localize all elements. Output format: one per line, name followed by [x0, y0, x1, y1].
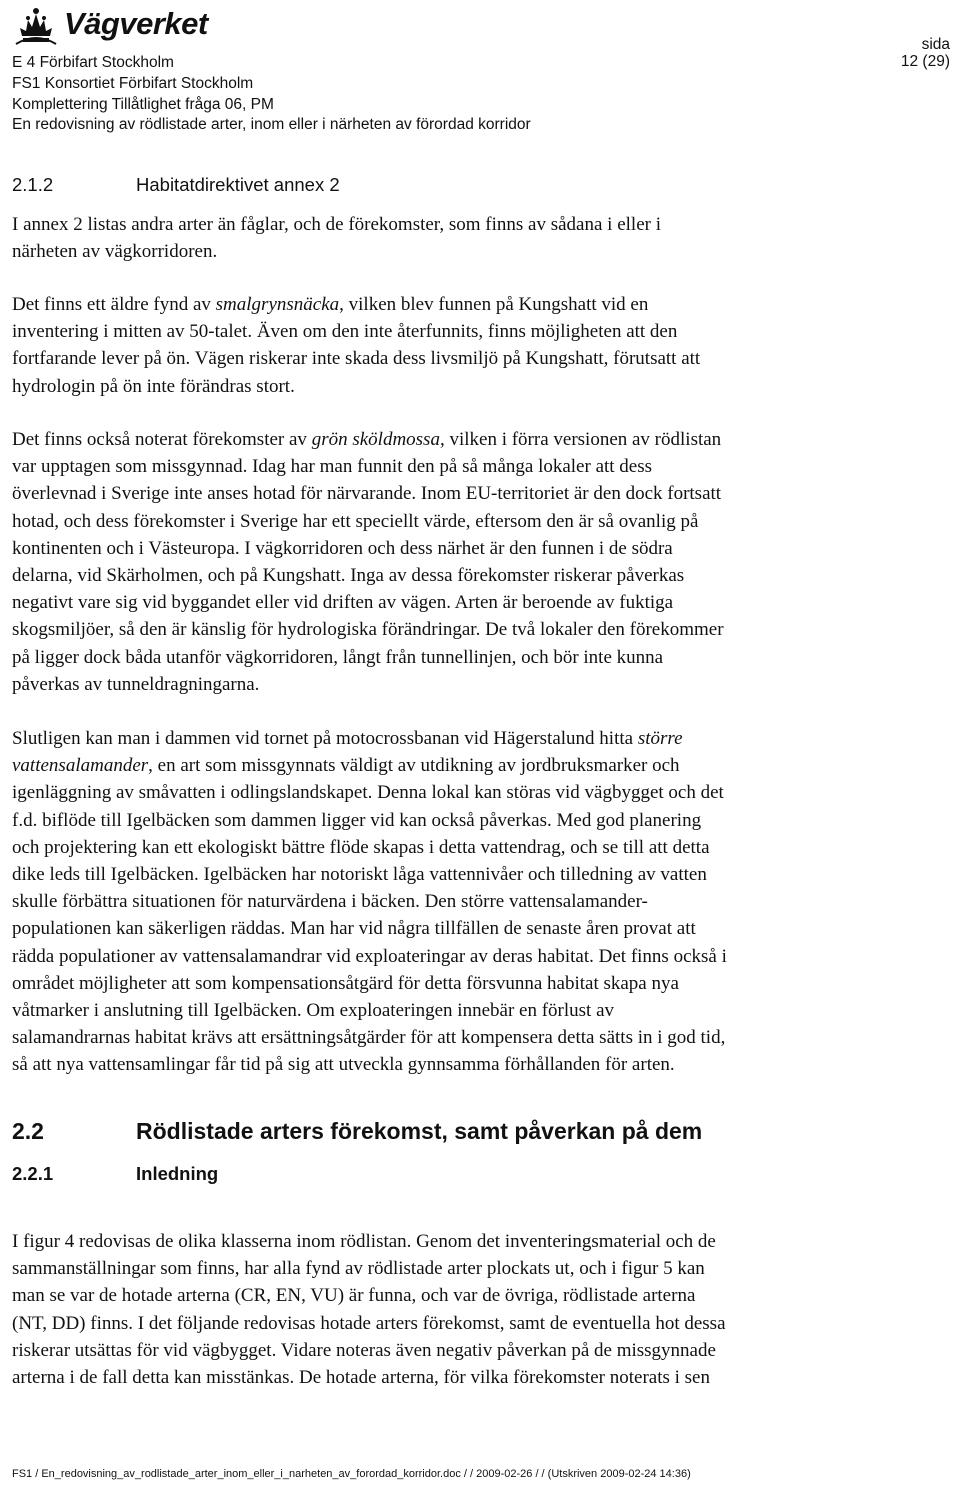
text-line: salamandrarnas habitat krävs att ersättningsåtgärder för att kompensera detta sätts in i god tid, — [12, 1027, 726, 1049]
text-line: skogsmiljöer, så den är känslig för hydrologiska förändringar. De två lokaler den förekommer — [12, 619, 724, 641]
header-line-subtitle: En redovisning av rödlistade arter, inom eller i närheten av förordad korridor — [12, 116, 531, 133]
species-name: smalgrynsnäcka — [215, 294, 340, 315]
paragraph-inledning — [12, 1228, 948, 1391]
text-line: området möjligheter att som kompensationsåtgärd för detta försvunna habitat skapa nya — [12, 972, 679, 994]
text-line: dike leds till Igelbäcken. Igelbäcken har notoriskt låga vattennivåer och tilledning av vatten — [12, 864, 707, 886]
crown-emblem-icon — [14, 2, 58, 46]
text-line: (NT, DD) finns. I det följande redovisas hotade arters förekomst, samt de eventuella hot dessa — [12, 1312, 726, 1334]
text-line: negativt vare sig vid byggandet eller vid driften av vägen. Arten är beroende av fuktiga — [12, 592, 674, 614]
text-line: Det finns också noterat förekomster av grön sköldmossa, vilken i förra versionen av rödlistan — [12, 429, 722, 450]
paragraph-annex2-intro — [12, 211, 948, 265]
text-line: närheten av vägkorridoren. — [12, 241, 218, 263]
page-footer: FS1 / En_redovisning_av_rodlistade_arter_inom_eller_i_narheten_av_forordad_korridor.doc / / 2009-02-26 / / (Utskriven 2009-02-24 14:36) — [12, 1468, 691, 1480]
text-line: på ligger dock båda utanför vägkorridoren, långt från tunnellinjen, och bör inte kunna — [12, 646, 664, 668]
text-line: fortfarande lever på ön. Vägen riskerar inte skada dess livsmiljö på Kungshatt, förutsatt att — [12, 348, 701, 370]
text-line: f.d. biflöde till Igelbäcken som dammen ligger vid kan också påverkas. Med god planering — [12, 809, 702, 831]
paragraph-smalgrynsnacka — [12, 291, 948, 400]
text-line: och projektering kan ett ekologiskt bättre flöde skapas i detta vattendrag, och se till att detta — [12, 836, 710, 858]
section-title: Inledning — [136, 1163, 219, 1184]
paragraph-gron-skoldmossa — [12, 426, 948, 698]
text-line: riskerar utsättas för vid vägbygget. Vidare noteras även negativ påverkan på de missgynnade — [12, 1339, 716, 1361]
section-number: 2.2.1 — [12, 1163, 54, 1184]
text-line: överlevnad i Sverige inte anses hotad för närvarande. Inom EU-territoriet är den dock fortsatt — [12, 483, 722, 505]
page-label: sida — [921, 36, 950, 53]
species-name: större — [637, 728, 683, 749]
paragraph-vattensalamander — [12, 725, 948, 1079]
section-number: 2.2 — [12, 1118, 44, 1144]
text-line: I annex 2 listas andra arter än fåglar, och de förekomster, som finns av sådana i eller i — [12, 214, 661, 235]
text-line: hydrologin på ön inte förändras stort. — [12, 375, 295, 397]
header-line-document: Komplettering Tillåtlighet fråga 06, PM — [12, 96, 274, 113]
section-title: Habitatdirektivet annex 2 — [136, 174, 340, 195]
page-number: 12 (29) — [900, 53, 950, 70]
text-line: så att nya vattensamlingar får tid på sig att utveckla gynnsamma förhållanden för arten. — [12, 1054, 675, 1076]
text-line: sammanställningar som finns, har alla fynd av rödlistade arter plockats ut, och i figur 5 kan — [12, 1258, 705, 1280]
text-line: Slutligen kan man i dammen vid tornet på motocrossbanan vid Hägerstalund hitta större — [12, 728, 683, 749]
text-line: man se var de hotade arterna (CR, EN, VU) är funna, och var de övriga, rödlistade arterna — [12, 1285, 696, 1307]
text-line: rädda populationer av vattensalamandrar vid exploateringar av deras habitat. Det finns också i — [12, 945, 727, 967]
species-name: vattensalamander — [12, 755, 149, 777]
text-line: kontinenten och i Västeuropa. I vägkorridoren och dess närhet är den funnen i de södra — [12, 537, 673, 559]
section-heading-2-1-2 — [12, 174, 340, 196]
section-title: Rödlistade arters förekomst, samt påverkan på dem — [136, 1118, 703, 1144]
text-line: påverkas av tunneldragningarna. — [12, 673, 260, 695]
text-line: skulle förbättra situationen för naturvärdena i bäcken. Den större vattensalamander- — [12, 891, 648, 913]
logo-wordmark: Vägverket — [64, 6, 208, 41]
text-line: delarna, vid Skärholmen, och på Kungshatt. Inga av dessa förekomster riskerar påverkas — [12, 565, 685, 587]
text-line: var upptagen som missgynnad. Idag har man funnit den på så många lokaler att dess — [12, 456, 653, 478]
text-line: populationen kan säkerligen räddas. Man har vid några tillfällen de senaste åren provat att — [12, 918, 696, 940]
text-line: vattensalamander, en art som missgynnats väldigt av utdikning av jordbruksmarker och — [12, 755, 680, 777]
header-line-project: E 4 Förbifart Stockholm — [12, 54, 174, 71]
section-number: 2.1.2 — [12, 174, 54, 195]
text-line: Det finns ett äldre fynd av smalgrynsnäcka, vilken blev funnen på Kungshatt vid en — [12, 294, 649, 315]
vagverket-logo — [14, 2, 254, 50]
species-name: grön sköldmossa — [311, 429, 440, 450]
text-line: arterna i de fall detta kan misstänkas. De hotade arterna, för vilka förekomster noterats i sen — [12, 1367, 710, 1389]
text-line: igenläggning av småvatten i odlingslandskapet. Denna lokal kan störas vid vägbygget och det — [12, 782, 724, 804]
text-line: hotad, och dess förekomster i Sverige har ett speciellt värde, eftersom den är så ovanlig på — [12, 510, 699, 532]
section-heading-2-2-1 — [12, 1163, 218, 1185]
text-line: inventering i mitten av 50-talet. Även om den inte återfunnits, finns möjligheten att den — [12, 321, 678, 343]
text-line: våtmarker i anslutning till Igelbäcken. Om exploateringen innebär en förlust av — [12, 1000, 614, 1022]
header-line-consortium: FS1 Konsortiet Förbifart Stockholm — [12, 75, 254, 92]
text-line: I figur 4 redovisas de olika klasserna inom rödlistan. Genom det inventeringsmaterial och de — [12, 1231, 716, 1252]
section-heading-2-2 — [12, 1118, 702, 1145]
